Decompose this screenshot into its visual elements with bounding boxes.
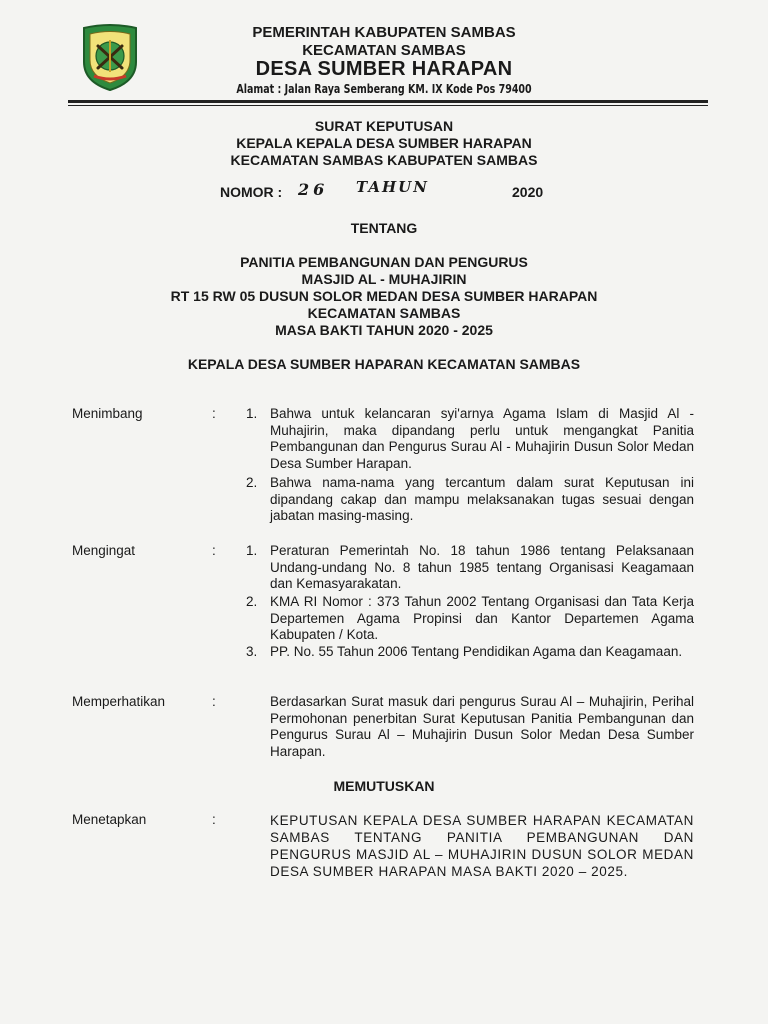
- subject-line: PANITIA PEMBANGUNAN DAN PENGURUS: [240, 254, 528, 270]
- menimbang-colon: :: [212, 406, 216, 421]
- letterhead-address: Alamat : Jalan Raya Semberang KM. IX Kode Pos 79400: [236, 82, 532, 96]
- subject-line: RT 15 RW 05 DUSUN SOLOR MEDAN DESA SUMBER HARAPAN: [170, 288, 598, 304]
- nomor-label: NOMOR :: [220, 184, 283, 200]
- menimbang-item-number: 2.: [246, 475, 258, 490]
- mengingat-colon: :: [212, 543, 216, 558]
- mengingat-item-number: 3.: [246, 644, 258, 659]
- mengingat-item-number: 2.: [246, 594, 258, 609]
- memperhatikan-colon: :: [212, 694, 216, 709]
- authority-heading: KEPALA DESA SUMBER HAPARAN KECAMATAN SAMBAS: [187, 356, 581, 372]
- decree-type: SURAT KEPUTUSAN: [314, 118, 454, 134]
- letterhead-thick-rule: [68, 100, 708, 103]
- mengingat-item-number: 1.: [246, 543, 258, 558]
- menetapkan-text: KEPUTUSAN KEPALA DESA SUMBER HARAPAN KECAMATAN SAMBAS TENTANG PANITIA PEMBANGUNAN DAN PENGURUS MASJID AL – MUHAJIRIN DUSUN SOLOR MEDAN DESA SUMBER HARAPAN MASA BAKTI 2020 – 2025.: [270, 813, 694, 879]
- mengingat-item-text: KMA RI Nomor : 373 Tahun 2002 Tentang Organisasi dan Tata Kerja Departemen Agama Propinsi dan Kantor Departemen Agama Kabupaten / Kota.: [270, 594, 694, 642]
- subject-line: MASA BAKTI TAHUN 2020 - 2025: [275, 322, 493, 338]
- memperhatikan-label: Memperhatikan: [72, 694, 166, 709]
- mengingat-label: Mengingat: [72, 543, 136, 558]
- mengingat-item-text: PP. No. 55 Tahun 2006 Tentang Pendidikan Agama dan Keagamaan.: [270, 644, 683, 659]
- subject-line: MASJID AL - MUHAJIRIN: [301, 271, 467, 287]
- letterhead-thin-rule: [68, 105, 708, 106]
- menimbang-item-number: 1.: [246, 406, 258, 421]
- nomor-handwritten-tahun: TAHUN: [356, 178, 429, 196]
- letterhead-district: KECAMATAN SAMBAS: [302, 42, 466, 59]
- letterhead-government: PEMERINTAH KABUPATEN SAMBAS: [252, 24, 516, 41]
- menetapkan-label: Menetapkan: [72, 812, 147, 827]
- decree-issuer-line2: KECAMATAN SAMBAS KABUPATEN SAMBAS: [230, 152, 538, 168]
- menetapkan-colon: :: [212, 812, 216, 827]
- mengingat-item-text: Peraturan Pemerintah No. 18 tahun 1986 tentang Pelaksanaan Undang-undang No. 8 tahun 1985 tentang Organisasi Keagamaan dan Kemasyarakatan.: [270, 543, 694, 591]
- menimbang-item-text: Bahwa nama-nama yang tercantum dalam surat Keputusan ini dipandang cakap dan mampu melaksanakan tugas sesuai dengan jabatan masing-masing.: [270, 475, 694, 523]
- nomor-handwritten-number: 26: [298, 180, 329, 199]
- menimbang-item-text: Bahwa untuk kelancaran syi'arnya Agama Islam di Masjid Al - Muhajirin, maka dipandang perlu untuk mengangkat Panitia Pembangunan dan Pengurus Surau Al - Muhajirin Dusun Solor Medan Desa Sumber Harapan.: [270, 406, 694, 471]
- menimbang-label: Menimbang: [72, 406, 143, 421]
- memperhatikan-text: Berdasarkan Surat masuk dari pengurus Surau Al – Muhajirin, Perihal Permohonan penerbitan Surat Keputusan Panitia Pembangunan dan Pengurus Surau Al – Muhajirin Dusun Solor Medan Desa Sumber Harapan.: [270, 694, 694, 759]
- nomor-year: 2020: [512, 184, 544, 200]
- decree-issuer-line1: KEPALA KEPALA DESA SUMBER HARAPAN: [236, 135, 532, 151]
- subject-line: KECAMATAN SAMBAS: [307, 305, 461, 321]
- letterhead-village: DESA SUMBER HARAPAN: [255, 58, 513, 80]
- tentang-heading: TENTANG: [350, 220, 418, 236]
- memutuskan-heading: MEMUTUSKAN: [333, 778, 435, 794]
